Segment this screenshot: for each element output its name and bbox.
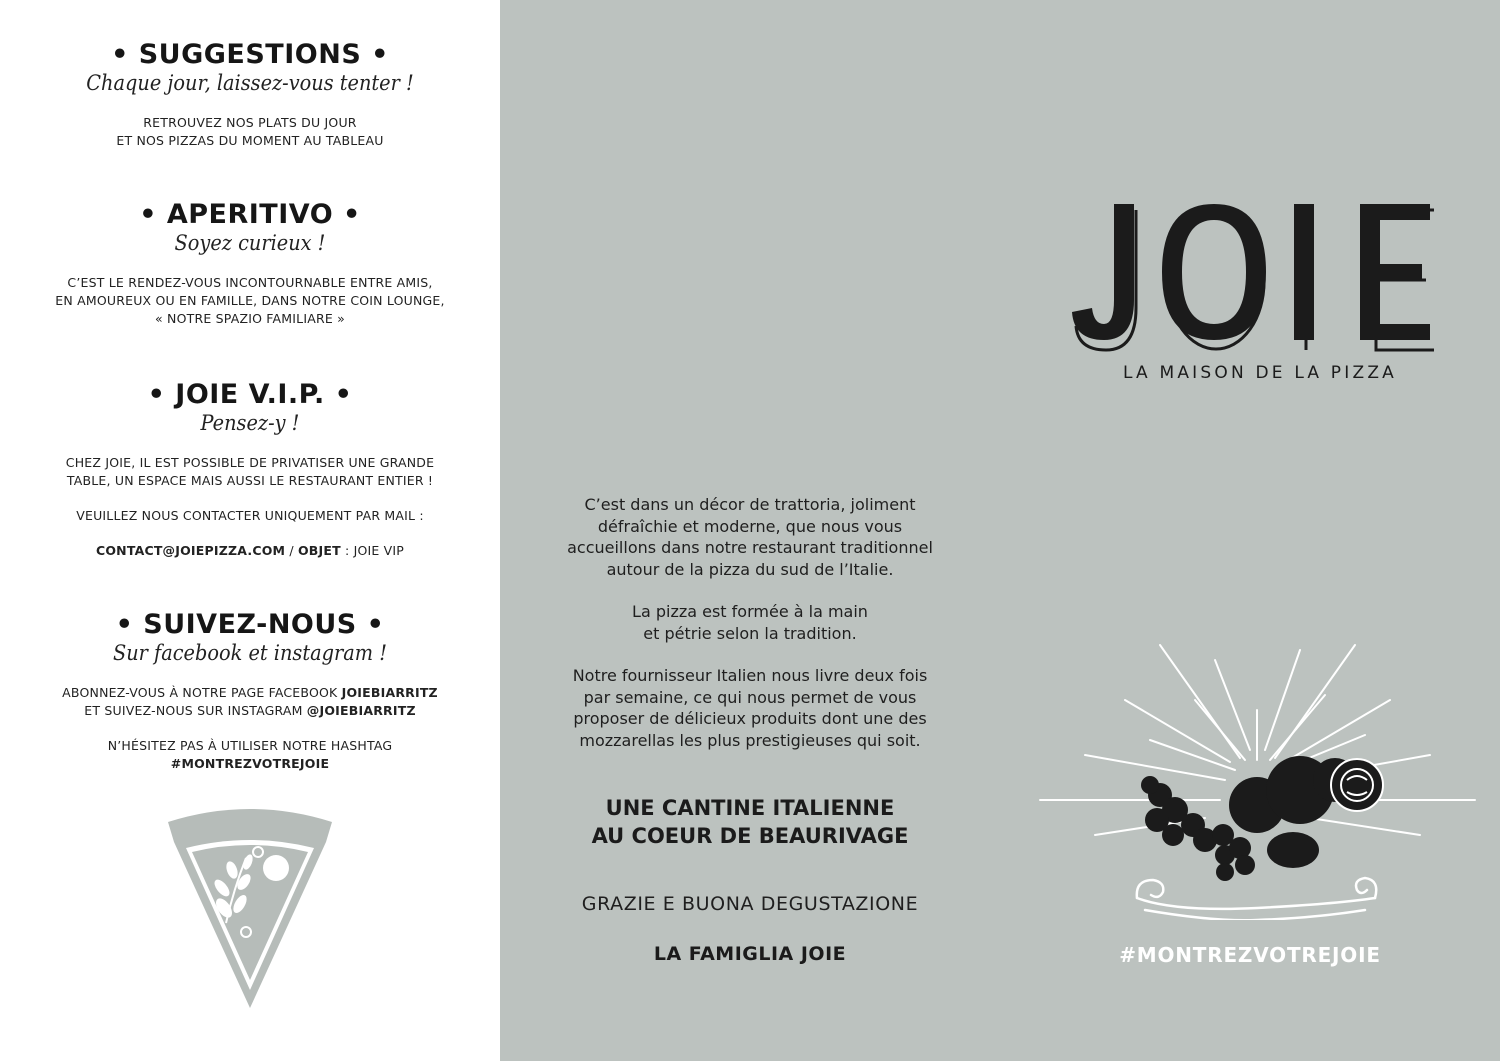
right-panel: [500, 0, 1500, 1061]
grazie-text: GRAZIE E BUONA DEGUSTAZIONE: [581, 893, 919, 915]
joie-logo: [1070, 200, 1450, 383]
vip-subtitle: Pensez-y !: [200, 411, 300, 435]
vip-contact-line: VEUILLEZ NOUS CONTACTER UNIQUEMENT PAR MAIL :: [76, 508, 424, 523]
hashtag-text: #MONTREZVOTREJOIE: [1119, 943, 1381, 967]
cantine-tagline: [530, 794, 970, 850]
follow-instagram-line: [0, 702, 500, 720]
intro-line: défraîchie et moderne, que nous vous: [597, 516, 903, 536]
intro-paragraph-3: [530, 665, 970, 751]
cantine-line: AU COEUR DE BEAURIVAGE: [591, 824, 909, 848]
left-panel: [0, 0, 500, 1061]
aperitivo-line: « NOTRE SPAZIO FAMILIARE »: [155, 311, 345, 326]
suggestions-subtitle: Chaque jour, laissez-vous tenter !: [86, 71, 414, 95]
vip-object-value: : JOIE VIP: [340, 543, 405, 558]
aperitivo-section: [0, 200, 500, 328]
intro-line: et pétrie selon la tradition.: [643, 623, 857, 643]
intro-line: proposer de délicieux produits dont une des: [573, 709, 927, 728]
intro-line: mozzarellas les plus prestigieuses qui soit.: [579, 730, 921, 750]
follow-hashtag-text: N’HÉSITEZ PAS À UTILISER NOTRE HASHTAG: [107, 738, 393, 753]
suggestions-line: ET NOS PIZZAS DU MOMENT AU TABLEAU: [116, 133, 384, 148]
follow-title: • SUIVEZ-NOUS •: [115, 609, 385, 640]
logo-tagline: LA MAISON DE LA PIZZA: [1122, 363, 1397, 383]
intro-line: La pizza est formée à la main: [632, 602, 868, 621]
aperitivo-line: EN AMOUREUX OU EN FAMILLE, DANS NOTRE COIN LOUNGE,: [55, 293, 445, 308]
follow-facebook-line: [0, 684, 500, 702]
intro-paragraph-1: [530, 494, 970, 580]
follow-hashtag: #MONTREZVOTREJOIE: [170, 756, 330, 771]
joie-wordmark-logo: [1070, 200, 1440, 360]
vip-email-line: [0, 542, 500, 560]
suggestions-section: [0, 40, 500, 150]
cantine-line: UNE CANTINE ITALIENNE: [605, 796, 895, 820]
suggestions-line: RETROUVEZ NOS PLATS DU JOUR: [143, 115, 357, 130]
follow-facebook-text: ABONNEZ-VOUS À NOTRE PAGE FACEBOOK: [62, 685, 342, 700]
intro-line: accueillons dans notre restaurant traditionnel: [567, 538, 933, 557]
vip-line: TABLE, UN ESPACE MAIS AUSSI LE RESTAURANT ENTIER !: [66, 473, 434, 488]
intro-line: Notre fournisseur Italien nous livre deux fois: [572, 666, 928, 685]
vip-separator: /: [285, 543, 298, 558]
intro-line: par semaine, ce qui nous permet de vous: [583, 687, 917, 707]
vip-section: [0, 380, 500, 560]
follow-instagram-text: ET SUIVEZ-NOUS SUR INSTAGRAM: [84, 703, 307, 718]
intro-line: autour de la pizza du sud de l’Italie.: [606, 559, 894, 579]
vip-object-label: OBJET: [297, 543, 341, 558]
aperitivo-title: • APERITIVO •: [139, 199, 361, 230]
vip-line: CHEZ JOIE, IL EST POSSIBLE DE PRIVATISER UNE GRANDE: [65, 455, 435, 470]
intro-paragraph-2: [530, 601, 970, 644]
aperitivo-line: C’EST LE RENDEZ-VOUS INCONTOURNABLE ENTRE AMIS,: [67, 275, 433, 290]
intro-line: C’est dans un décor de trattoria, joliment: [584, 495, 916, 514]
intro-text: [530, 494, 970, 751]
follow-subtitle: Sur facebook et instagram !: [113, 641, 387, 665]
vip-email-link[interactable]: CONTACT@JOIEPIZZA.COM: [95, 543, 286, 558]
tomato-olive-illustration: [1035, 640, 1480, 920]
pizza-slice-icon: [164, 808, 336, 1012]
suggestions-title: • SUGGESTIONS •: [111, 39, 389, 70]
vip-title: • JOIE V.I.P. •: [147, 379, 353, 410]
aperitivo-subtitle: Soyez curieux !: [174, 231, 326, 255]
follow-section: [0, 610, 500, 773]
famiglia-signature: LA FAMIGLIA JOIE: [653, 943, 847, 965]
instagram-handle-link[interactable]: @JOIEBIARRITZ: [306, 703, 416, 718]
facebook-handle-link[interactable]: JOIEBIARRITZ: [341, 685, 438, 700]
